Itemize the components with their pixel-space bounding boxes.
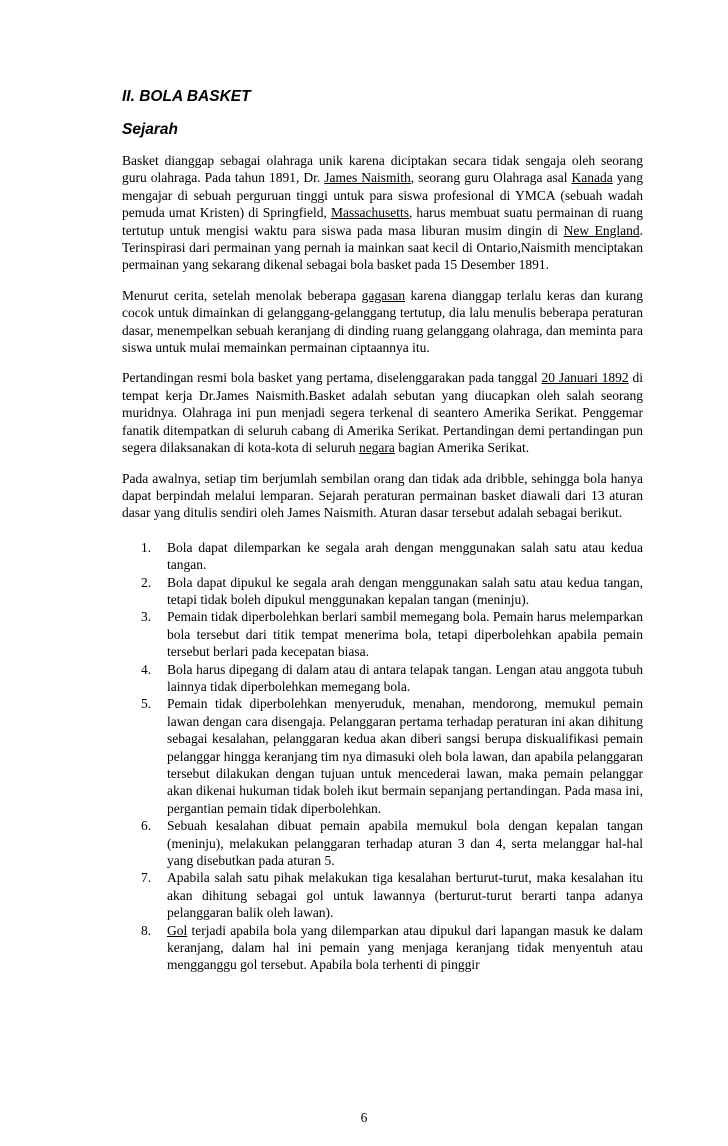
list-item: 7. Apabila salah satu pihak melakukan tiga kesalahan berturut-turut, maka kesalahan itu akan dihitung sebagai gol untuk lawannya (berturut-turut berarti tanpa adanya pelanggaran balik oleh lawan). — [141, 870, 643, 921]
subsection-title: Sejarah — [122, 121, 179, 138]
paragraph-early-rules: Pada awalnya, setiap tim berjumlah sembilan orang dan tidak ada dribble, sehingga bola hanya dapat berpindah melalui lemparan. Sejarah peraturan permainan basket diawali dari 13 aturan dasar yang ditulis sendiri oleh James Naismith. Aturan dasar tersebut adalah sebagai berikut. — [122, 470, 643, 521]
rules-list — [122, 539, 643, 974]
paragraph-story: Menurut cerita, setelah menolak beberapa gagasan karena dianggap terlalu keras dan kurang cocok untuk dimainkan di gelanggang-gelanggang tertutup, dia lalu menulis beberapa peraturan dasar, menempelkan sebuah keranjang di dinding ruang gelanggang olahraga, dan meminta para siswa untuk mulai memainkan permainan ciptaannya itu. — [122, 287, 643, 356]
list-item: 5. Pemain tidak diperbolehkan menyeruduk, menahan, mendorong, memukul pemain lawan dengan cara disengaja. Pelanggaran pertama terhadap peraturan ini akan dihitung sebagai kesalahan, pelanggaran kedua akan diberi sangsi berupa diskualifikasi pemain pelanggar hingga keranjang tim nya dimasuki oleh bola lawan, dan apabila pelanggaran tersebut dilakukan dengan tujuan untuk mencederai lawan, maka pemain pelanggar akan dikenai hukuman tidak boleh ikut bermain sepanjang pertandingan. Pada masa ini, pergantian pemain tidak diperbolehkan. — [141, 696, 643, 816]
link-gagasan[interactable]: gagasan — [361, 287, 406, 303]
page-content — [122, 88, 643, 974]
link-20-januari-1892[interactable]: 20 Januari 1892 — [541, 370, 629, 386]
list-item: 3. Pemain tidak diperbolehkan berlari sambil memegang bola. Pemain harus melemparkan bola tersebut dari titik tempat menerima bola, tetapi diperbolehkan apabila pemain tersebut berlari pada kecepatan biasa. — [141, 609, 643, 660]
link-james-naismith[interactable]: James Naismith — [324, 170, 411, 186]
section-title: II. BOLA BASKET — [122, 88, 251, 105]
list-item: 4. Bola harus dipegang di dalam atau di antara telapak tangan. Lengan atau anggota tubuh lainnya tidak diperbolehkan memegang bola. — [141, 661, 643, 694]
list-item: 1. Bola dapat dilemparkan ke segala arah dengan menggunakan salah satu atau kedua tangan. — [141, 539, 643, 573]
link-massachusetts[interactable]: Massachusetts — [330, 205, 409, 221]
link-negara[interactable]: negara — [358, 440, 395, 456]
list-item: 8. Gol terjadi apabila bola yang dilemparkan atau dipukul dari lapangan masuk ke dalam keranjang, dalam hal ini pemain yang menjaga keranjang tidak menyentuh atau mengganggu gol tersebut. Apabila bola terhenti di pinggir — [141, 922, 643, 973]
paragraph-history-intro: Basket dianggap sebagai olahraga unik karena diciptakan secara tidak sengaja oleh seorang guru olahraga. Pada tahun 1891, Dr. James Naismith, seorang guru Olahraga asal Kanada yang mengajar di sebuah perguruan tinggi untuk para siswa profesional di YMCA (sebuah wadah pemuda umat Kristen) di Springfield, Massachusetts, harus membuat suatu permainan di ruang tertutup untuk mengisi waktu para siswa pada masa liburan musim dingin di New England. Terinspirasi dari permainan yang pernah ia mainkan saat kecil di Ontario,Naismith menciptakan permainan yang sekarang dikenal sebagai bola basket pada 15 Desember 1891. — [122, 153, 643, 273]
link-kanada[interactable]: Kanada — [571, 170, 613, 186]
link-gol[interactable]: Gol — [167, 922, 188, 938]
list-item: 2. Bola dapat dipukul ke segala arah dengan menggunakan salah satu atau kedua tangan, tetapi tidak boleh dipukul menggunakan kepalan tangan (meninju). — [141, 574, 643, 607]
link-new-england[interactable]: New England — [563, 222, 640, 238]
paragraph-first-match: Pertandingan resmi bola basket yang pertama, diselenggarakan pada tanggal 20 Januari 1892 di tempat kerja Dr.James Naismith.Basket adalah sebutan yang diucapkan oleh salah seorang muridnya. Olahraga ini pun menjadi segera terkenal di seantero Amerika Serikat. Penggemar fanatik ditempatkan di seluruh cabang di Amerika Serikat. Pertandingan demi pertandingan pun segera dilaksanakan di kota-kota di seluruh negara bagian Amerika Serikat. — [122, 370, 643, 456]
page-number: 6 — [360, 1110, 368, 1125]
list-item: 6. Sebuah kesalahan dibuat pemain apabila memukul bola dengan kepalan tangan (meninju), melakukan pelanggaran terhadap aturan 3 dan 4, serta melanggar hal-hal yang disebutkan pada aturan 5. — [141, 818, 643, 869]
